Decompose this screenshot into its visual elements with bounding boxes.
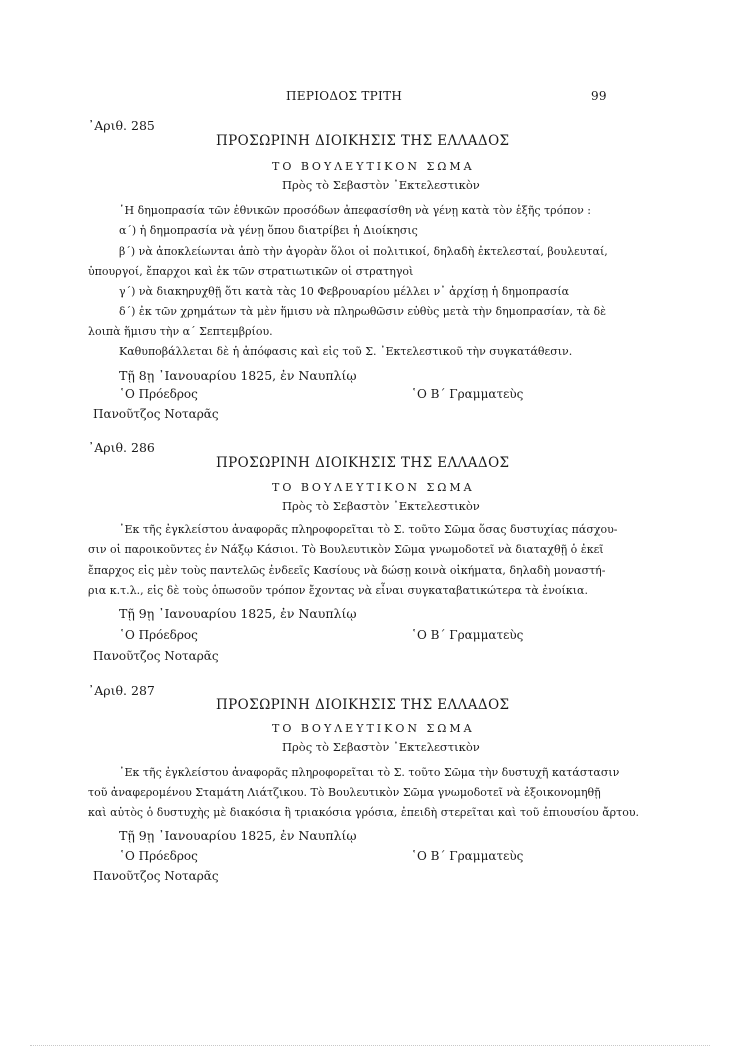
document-date: Τῇ 9ῃ ᾿Ιανουαρίου 1825, ἐν Ναυπλίῳ xyxy=(119,828,357,843)
text-line: β΄) νὰ ἀποκλείωνται ἀπὸ τὴν ἀγορὰν ὅλοι οἱ πολιτικοί, δηλαδὴ ἐκτελεσταί, βουλευταί, xyxy=(119,245,608,258)
addressee: Πρὸς τὸ Σεβαστὸν ᾿Εκτελεστικὸν xyxy=(282,178,480,192)
president-label: ῾Ο Πρόεδρος xyxy=(119,849,198,863)
text-line: ᾿Εκ τῆς ἐγκλείστου ἀναφορᾶς πληροφορεῖται τὸ Σ. τοῦτο Σῶμα ὅσας δυστυχίας πάσχου- xyxy=(119,523,618,536)
document-date: Τῇ 8ῃ ᾿Ιανουαρίου 1825, ἐν Ναυπλίῳ xyxy=(119,368,357,383)
text-line: γ΄) νὰ διακηρυχθῇ ὅτι κατὰ τὰς 10 Φεβρουαρίου μέλλει ν᾿ ἀρχίσῃ ἡ δημοπρασία xyxy=(119,285,570,298)
text-line: δ΄) ἐκ τῶν χρημάτων τὰ μὲν ἥμισυ νὰ πληρωθῶσιν εὐθὺς μετὰ τὴν δημοπρασίαν, τὰ δὲ xyxy=(119,305,607,318)
text-line: ᾿Εκ τῆς ἐγκλείστου ἀναφορᾶς πληροφορεῖται τὸ Σ. τοῦτο Σῶμα τὴν δυστυχῆ κατάστασιν xyxy=(119,766,620,779)
text-line: Καθυποβάλλεται δὲ ἡ ἀπόφασις καὶ εἰς τοῦ Σ. ᾿Εκτελεστικοῦ τὴν συγκατάθεσιν. xyxy=(119,345,573,358)
document-number: ᾿Αριθ. 285 xyxy=(88,118,155,133)
text-line: ἔπαρχος εἰς μὲν τοὺς παντελῶς ἐνδεεῖς Κασίους νὰ δώσῃ κοινὰ οἰκήματα, δηλαδὴ μοναστή- xyxy=(88,564,606,577)
document-number: ᾿Αριθ. 286 xyxy=(88,440,155,455)
president-name: Πανοῦτζος Νοταρᾶς xyxy=(93,407,219,421)
secretary-label: ῾Ο Β΄ Γραμματεὺς xyxy=(411,387,524,401)
issuing-body: ΤΟ ΒΟΥΛΕΥΤΙΚΟΝ ΣΩΜΑ xyxy=(272,722,475,735)
document-date: Τῇ 9ῃ ᾿Ιανουαρίου 1825, ἐν Ναυπλίῳ xyxy=(119,606,357,621)
running-header-title: ΠΕΡΙΟΔΟΣ ΤΡΙΤΗ xyxy=(286,89,403,103)
text-line: σιν οἱ παροικοῦντες ἐν Νάξῳ Κάσιοι. Τὸ Βουλευτικὸν Σῶμα γνωμοδοτεῖ νὰ διαταχθῇ ὁ ἐκεῖ xyxy=(88,543,604,556)
text-line: λοιπὰ ἥμισυ τὴν α΄ Σεπτεμβρίου. xyxy=(88,325,273,338)
addressee: Πρὸς τὸ Σεβαστὸν ᾿Εκτελεστικὸν xyxy=(282,740,480,754)
document-title: ΠΡΟΣΩΡΙΝΗ ΔΙΟΙΚΗΣΙΣ ΤΗΣ ΕΛΛΑΔΟΣ xyxy=(216,697,510,713)
document-number: ᾿Αριθ. 287 xyxy=(88,683,155,698)
text-line: α΄) ἡ δημοπρασία νὰ γένῃ ὅπου διατρίβει ἡ Διοίκησις xyxy=(119,224,418,237)
issuing-body: ΤΟ ΒΟΥΛΕΥΤΙΚΟΝ ΣΩΜΑ xyxy=(272,481,475,494)
president-name: Πανοῦτζος Νοταρᾶς xyxy=(93,869,219,883)
document-title: ΠΡΟΣΩΡΙΝΗ ΔΙΟΙΚΗΣΙΣ ΤΗΣ ΕΛΛΑΔΟΣ xyxy=(216,455,510,471)
president-name: Πανοῦτζος Νοταρᾶς xyxy=(93,649,219,663)
text-line: ῾Η δημοπρασία τῶν ἐθνικῶν προσόδων ἀπεφασίσθη νὰ γένῃ κατὰ τὸν ἑξῆς τρόπον : xyxy=(119,204,591,217)
president-label: ῾Ο Πρόεδρος xyxy=(119,387,198,401)
text-line: ρια κ.τ.λ., εἰς δὲ τοὺς ὁπωσοῦν τρόπον ἔχοντας νὰ εἶναι συγκαταβατικώτερα τὰ ἐνοίκια. xyxy=(88,584,588,597)
scan-edge-specks xyxy=(30,1042,710,1046)
text-line: τοῦ ἀναφερομένου Σταμάτη Λιάτζικου. Τὸ Βουλευτικὸν Σῶμα γνωμοδοτεῖ νὰ ἐξοικονομηθῇ xyxy=(88,786,601,799)
addressee: Πρὸς τὸ Σεβαστὸν ᾿Εκτελεστικὸν xyxy=(282,499,480,513)
page-number: 99 xyxy=(591,89,607,103)
secretary-label: ῾Ο Β΄ Γραμματεὺς xyxy=(411,628,524,642)
text-line: καὶ αὐτὸς ὁ δυστυχὴς μὲ διακόσια ἢ τριακόσια γρόσια, ἐπειδὴ στερεῖται καὶ τοῦ ἐπιουσίου ἄρτου. xyxy=(88,806,640,819)
document-title: ΠΡΟΣΩΡΙΝΗ ΔΙΟΙΚΗΣΙΣ ΤΗΣ ΕΛΛΑΔΟΣ xyxy=(216,133,510,149)
president-label: ῾Ο Πρόεδρος xyxy=(119,628,198,642)
secretary-label: ῾Ο Β΄ Γραμματεὺς xyxy=(411,849,524,863)
text-line: ὑπουργοί, ἔπαρχοι καὶ ἐκ τῶν στρατιωτικῶν οἱ στρατηγοὶ xyxy=(88,265,414,278)
issuing-body: ΤΟ ΒΟΥΛΕΥΤΙΚΟΝ ΣΩΜΑ xyxy=(272,160,475,173)
